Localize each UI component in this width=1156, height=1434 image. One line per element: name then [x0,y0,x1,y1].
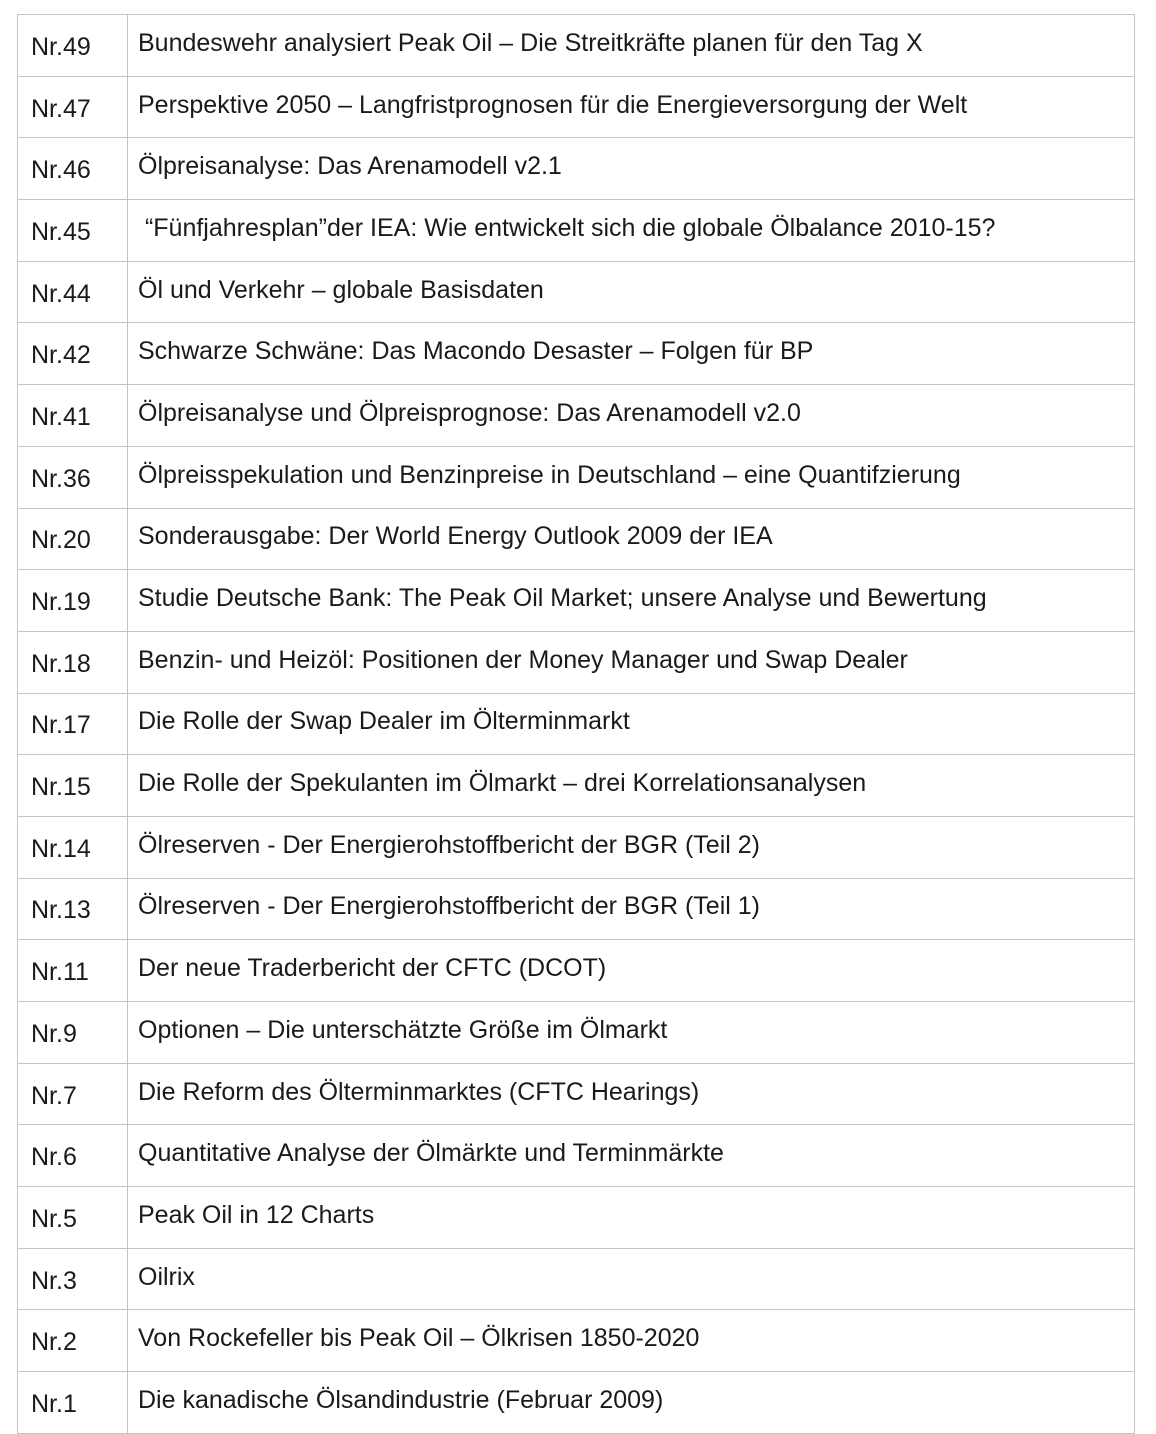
issue-number: Nr.17 [18,693,128,755]
table-row [18,631,1135,693]
issue-title: Studie Deutsche Bank: The Peak Oil Market; unsere Analyse und Bewertung [128,570,1135,632]
table-row [18,940,1135,1002]
issue-number: Nr.36 [18,446,128,508]
issues-table-container [17,14,1135,1434]
issue-title: Die kanadische Ölsandindustrie (Februar 2009) [128,1372,1135,1434]
table-row [18,323,1135,385]
table-row [18,1310,1135,1372]
issue-title: Optionen – Die unterschätzte Größe im Ölmarkt [128,1002,1135,1064]
issue-number: Nr.42 [18,323,128,385]
issue-title: Ölreserven - Der Energierohstoffbericht der BGR (Teil 2) [128,816,1135,878]
issue-title: Die Reform des Ölterminmarktes (CFTC Hearings) [128,1063,1135,1125]
issue-title: Öl und Verkehr – globale Basisdaten [128,261,1135,323]
table-row [18,76,1135,138]
issue-title: Benzin- und Heizöl: Positionen der Money Manager und Swap Dealer [128,631,1135,693]
issue-number: Nr.41 [18,385,128,447]
issue-number: Nr.9 [18,1002,128,1064]
issue-title: Ölpreisspekulation und Benzinpreise in Deutschland – eine Quantifzierung [128,446,1135,508]
issue-number: Nr.46 [18,138,128,200]
issue-title: Perspektive 2050 – Langfristprognosen für die Energieversorgung der Welt [128,76,1135,138]
table-row [18,1372,1135,1434]
issue-number: Nr.5 [18,1187,128,1249]
table-row [18,138,1135,200]
table-row [18,1002,1135,1064]
table-row [18,878,1135,940]
table-row [18,385,1135,447]
issue-title: Die Rolle der Swap Dealer im Ölterminmarkt [128,693,1135,755]
table-row [18,446,1135,508]
issue-title: Oilrix [128,1248,1135,1310]
table-row [18,1187,1135,1249]
issue-number: Nr.13 [18,878,128,940]
issue-number: Nr.20 [18,508,128,570]
table-row [18,1125,1135,1187]
issue-number: Nr.2 [18,1310,128,1372]
issue-number: Nr.3 [18,1248,128,1310]
issue-number: Nr.15 [18,755,128,817]
issue-title: Sonderausgabe: Der World Energy Outlook 2009 der IEA [128,508,1135,570]
issue-title: Peak Oil in 12 Charts [128,1187,1135,1249]
table-row [18,200,1135,262]
table-row [18,1248,1135,1310]
issue-number: Nr.11 [18,940,128,1002]
table-row [18,1063,1135,1125]
issue-title: “Fünfjahresplan”der IEA: Wie entwickelt sich die globale Ölbalance 2010-15? [128,200,1135,262]
table-row [18,508,1135,570]
issue-title: Quantitative Analyse der Ölmärkte und Terminmärkte [128,1125,1135,1187]
issue-number: Nr.18 [18,631,128,693]
table-row [18,261,1135,323]
issue-title: Ölpreisanalyse: Das Arenamodell v2.1 [128,138,1135,200]
issue-number: Nr.6 [18,1125,128,1187]
issue-number: Nr.44 [18,261,128,323]
issue-title: Von Rockefeller bis Peak Oil – Ölkrisen 1850-2020 [128,1310,1135,1372]
issue-title: Der neue Traderbericht der CFTC (DCOT) [128,940,1135,1002]
table-row [18,693,1135,755]
issue-number: Nr.49 [18,15,128,77]
issue-title: Ölreserven - Der Energierohstoffbericht der BGR (Teil 1) [128,878,1135,940]
issue-number: Nr.45 [18,200,128,262]
issue-number: Nr.7 [18,1063,128,1125]
table-row [18,15,1135,77]
issue-title: Ölpreisanalyse und Ölpreisprognose: Das Arenamodell v2.0 [128,385,1135,447]
issue-title: Schwarze Schwäne: Das Macondo Desaster – Folgen für BP [128,323,1135,385]
table-row [18,755,1135,817]
table-row [18,570,1135,632]
issue-title: Bundeswehr analysiert Peak Oil – Die Streitkräfte planen für den Tag X [128,15,1135,77]
issue-number: Nr.14 [18,816,128,878]
issue-number: Nr.19 [18,570,128,632]
issue-number: Nr.1 [18,1372,128,1434]
issue-title: Die Rolle der Spekulanten im Ölmarkt – drei Korrelationsanalysen [128,755,1135,817]
issues-table [17,14,1135,1434]
table-row [18,816,1135,878]
issue-number: Nr.47 [18,76,128,138]
